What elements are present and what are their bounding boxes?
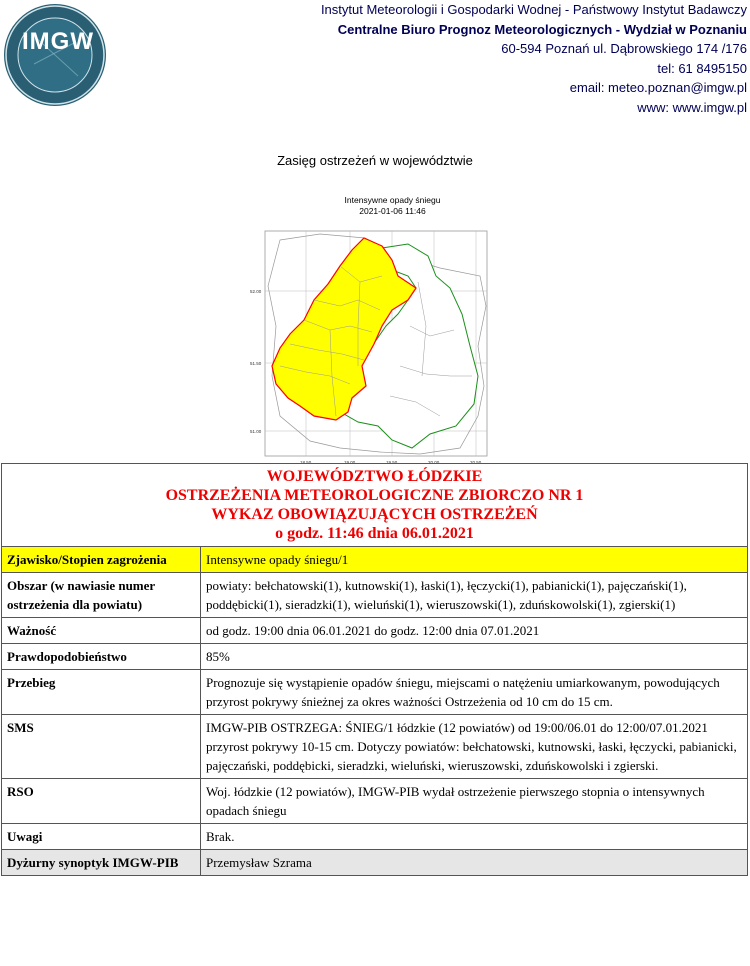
logo-line1: IMGW <box>22 28 94 55</box>
warnings-table <box>1 463 748 876</box>
y-tick: 51.00 <box>250 429 262 434</box>
label-synoptyk: Dyżurny synoptyk IMGW-PIB <box>2 850 201 876</box>
warning-map <box>240 226 495 471</box>
label-sms: SMS <box>2 715 201 779</box>
label-rso: RSO <box>2 779 201 824</box>
row-prawdopodobienstwo <box>2 644 748 670</box>
row-synoptyk <box>2 850 748 876</box>
logo-wordmark <box>22 28 94 55</box>
value-sms: IMGW-PIB OSTRZEGA: ŚNIEG/1 łódzkie (12 powiatów) od 19:00/06.01 do 12:00/07.01.2021 przyrost pokrywy 10-15 cm. Dotyczy powiatów: bełchatowski, kutnowski, łaski, łęczycki, pabianicki, pajęczański, poddębicki, sieradzki, wieluński, wieruszowski, zduńskowolski i zgierski. <box>201 715 748 779</box>
map-heading: Zasięg ostrzeżeń w województwie <box>277 153 473 168</box>
banner-time: o godz. 11:46 dnia 06.01.2021 <box>275 525 474 542</box>
logo-ring <box>4 4 106 106</box>
imgw-logo <box>4 4 106 106</box>
map-title <box>0 195 750 217</box>
y-tick: 52.00 <box>250 289 262 294</box>
institute-header <box>321 0 747 117</box>
map-title-phenomenon: Intensywne opady śniegu <box>344 195 441 205</box>
banner-region: WOJEWÓDZTWO ŁÓDZKIE <box>266 468 483 485</box>
map-title-date: 2021-01-06 11:46 <box>359 206 426 216</box>
value-obszar: powiaty: bełchatowski(1), kutnowski(1), łaski(1), łęczycki(1), pabianicki(1), pajęczański(1), poddębicki(1), sieradzki(1), wieluński(1), wieruszowski(1), zduńskowolski(1), zgierski(1) <box>201 573 748 618</box>
row-uwagi <box>2 824 748 850</box>
x-tick: 19.00 <box>344 460 356 465</box>
label-waznosc: Ważność <box>2 618 201 644</box>
x-tick: 20.00 <box>428 460 440 465</box>
banner-subtitle: WYKAZ OBOWIĄZUJĄCYCH OSTRZEŻEŃ <box>211 506 538 523</box>
row-waznosc <box>2 618 748 644</box>
value-waznosc: od godz. 19:00 dnia 06.01.2021 do godz. 12:00 dnia 07.01.2021 <box>201 618 748 644</box>
value-prawdopodobienstwo: 85% <box>201 644 748 670</box>
x-tick: 19.50 <box>386 460 398 465</box>
row-rso <box>2 779 748 824</box>
row-przebieg <box>2 670 748 715</box>
banner-row <box>2 464 748 547</box>
x-tick: 20.50 <box>470 460 482 465</box>
address: 60-594 Poznań ul. Dąbrowskiego 174 /176 <box>501 41 747 56</box>
email: email: meteo.poznan@imgw.pl <box>569 80 747 95</box>
row-sms <box>2 715 748 779</box>
y-tick: 51.50 <box>250 361 262 366</box>
label-przebieg: Przebieg <box>2 670 201 715</box>
label-uwagi: Uwagi <box>2 824 201 850</box>
label-prawdopodobienstwo: Prawdopodobieństwo <box>2 644 201 670</box>
value-rso: Woj. łódzkie (12 powiatów), IMGW-PIB wydał ostrzeżenie pierwszego stopnia o intensywnych opadach śniegu <box>201 779 748 824</box>
website: www: www.imgw.pl <box>637 99 747 115</box>
label-obszar: Obszar (w nawiasie numer ostrzeżenia dla powiatu) <box>2 573 201 618</box>
value-uwagi: Brak. <box>201 824 748 850</box>
institute-name: Instytut Meteorologii i Gospodarki Wodnej - Państwowy Instytut Badawczy <box>320 2 747 17</box>
value-zjawisko: Intensywne opady śniegu/1 <box>201 547 748 573</box>
value-przebieg: Prognozuje się wystąpienie opadów śniegu, miejscami o natężeniu umiarkowanym, powodujących przyrost pokrywy śnieżnej za okres ważności Ostrzeżenia od 10 cm do 15 cm. <box>201 670 748 715</box>
x-tick: 18.50 <box>300 460 312 465</box>
row-obszar <box>2 573 748 618</box>
value-synoptyk: Przemysław Szrama <box>201 850 748 876</box>
banner <box>2 464 748 547</box>
office-name: Centralne Biuro Prognoz Meteorologicznych - Wydział w Poznaniu <box>337 21 747 37</box>
row-zjawisko <box>2 547 748 573</box>
label-zjawisko: Zjawisko/Stopien zagrożenia <box>2 547 201 573</box>
phone: tel: 61 8495150 <box>657 60 747 76</box>
banner-title: OSTRZEŻENIA METEOROLOGICZNE ZBIORCZO NR 1 <box>165 487 584 504</box>
